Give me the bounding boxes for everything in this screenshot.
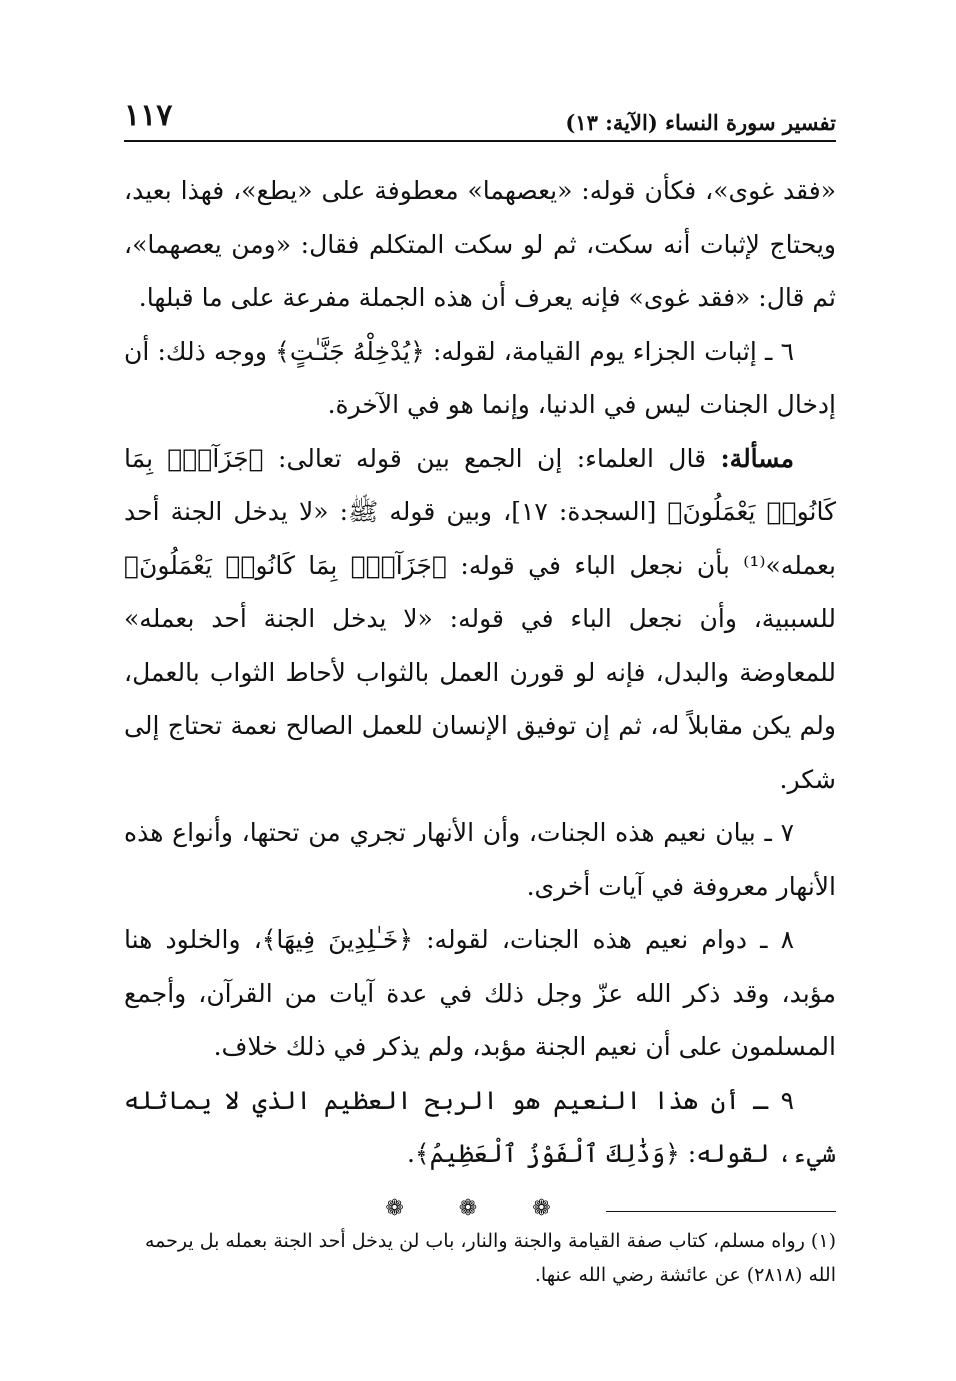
paragraph-text: ٨ ـ دوام نعيم هذه الجنات، لقوله: ﴿خَـٰلِدِينَ فِيهَا﴾، والخلود هنا مؤبد، وقد ذكر الله عزّ وجل ذلك في عدة آيات من القرآن، وأجمع المسلمون على أن نعيم الجنة مؤبد، ولم يذكر في ذلك خلاف. [124, 925, 836, 1061]
page-number: ١١٧ [124, 98, 173, 133]
main-text [124, 164, 836, 1181]
paragraph [124, 325, 836, 432]
paragraph [124, 913, 836, 1074]
paragraph [124, 432, 836, 807]
running-header [124, 96, 836, 142]
paragraph [124, 164, 836, 325]
book-page [124, 96, 836, 1326]
paragraph-text: قال العلماء: إن الجمع بين قوله تعالى: ﴿جَزَآءًۢ بِمَا كَانُوا۟ يَعْمَلُونَ﴾ [السجدة: ١٧]، وبين قوله ﷺ: «لا يدخل الجنة أحد بعمله»⁽¹⁾ بأن نجعل الباء في قوله: ﴿جَزَآءًۢ بِمَا كَانُوا۟ يَعْمَلُونَ﴾ للسببية، وأن نجعل الباء في قوله: «لا يدخل الجنة أحد بعمله» للمعاوضة والبدل، فإنه لو قورن العمل بالثواب لأحاط الثواب بالعمل، ولم يكن مقابلاً له، ثم إن توفيق الإنسان للعمل الصالح نعمة تحتاج إلى شكر. [124, 443, 836, 794]
header-title: تفسير سورة النساء (الآية: ١٣) [565, 110, 836, 135]
paragraph-text: «فقد غوى»، فكأن قوله: «يعصهما» معطوفة على «يطع»، فهذا بعيد، ويحتاج لإثبات أنه سكت، ثم لو سكت المتكلم فقال: «ومن يعصهما»، ثم قال: «فقد غوى» فإنه يعرف أن هذه الجملة مفرعة على ما قبلها. [124, 176, 836, 312]
footnotes [124, 1224, 836, 1292]
paragraph [124, 1074, 836, 1181]
paragraph-text: ٩ ـ أن هذا النعيم هو الربح العظيم الذي لا يماثله شيء، لقوله: ﴿وَذَٰلِكَ ٱلْفَوْزُ ٱلْعَظِيمُ﴾. [124, 1085, 836, 1168]
paragraph [124, 806, 836, 913]
issue-label: مسألة: [720, 443, 794, 473]
paragraph-text: ٦ ـ إثبات الجزاء يوم القيامة، لقوله: ﴿يُدْخِلْهُ جَنَّـٰتٍ﴾ ووجه ذلك: أن إدخال الجنات ليس في الدنيا، وإنما هو في الآخرة. [124, 336, 836, 419]
footnote-divider [606, 1211, 836, 1212]
footnote: (١) رواه مسلم، كتاب صفة القيامة والجنة والنار، باب لن يدخل أحد الجنة بعمله بل يرحمه الله (٢٨١٨) عن عائشة رضي الله عنها. [144, 1230, 836, 1286]
section-separator: ❁ ❁ ❁ [385, 1195, 575, 1221]
paragraph-text: ٧ ـ بيان نعيم هذه الجنات، وأن الأنهار تجري من تحتها، وأنواع هذه الأنهار معروفة في آيات أخرى. [124, 818, 836, 901]
